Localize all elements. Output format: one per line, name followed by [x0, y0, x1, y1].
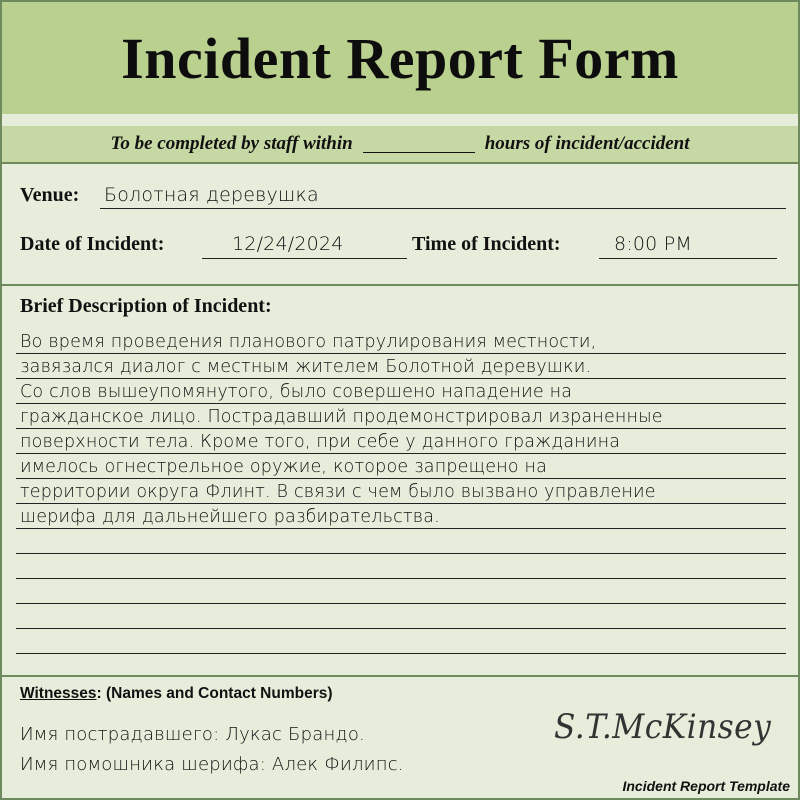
- description-line: завязался диалог с местным жителем Болотной деревушки.: [16, 354, 786, 379]
- witness-line[interactable]: Имя помошника шерифа: Алек Филипс.: [20, 754, 404, 775]
- description-text-area[interactable]: [16, 329, 786, 654]
- description-line: [16, 579, 786, 604]
- witnesses-heading-note: : (Names and Contact Numbers): [96, 685, 333, 702]
- date-underline: [202, 258, 407, 259]
- form-title: Incident Report Form: [121, 25, 679, 91]
- description-line: [16, 629, 786, 654]
- description-line: [16, 529, 786, 554]
- signature: S.T.McKinsey: [554, 707, 772, 747]
- time-underline: [599, 258, 777, 259]
- description-line: территории округа Флинт. В связи с чем было вызвано управление: [16, 479, 786, 504]
- witnesses-heading: [20, 685, 333, 703]
- witness-line[interactable]: Имя пострадавшего: Лукас Брандо.: [20, 724, 365, 745]
- subtitle-band: [2, 126, 798, 164]
- section-divider: [2, 284, 798, 286]
- witnesses-heading-label: Witnesses: [20, 685, 97, 702]
- venue-underline: [100, 208, 786, 209]
- time-label: Time of Incident:: [412, 233, 561, 255]
- description-line: Со слов вышеупомянутого, было совершено нападение на: [16, 379, 786, 404]
- description-line: поверхности тела. Кроме того, при себе у данного гражданина: [16, 429, 786, 454]
- hours-blank-field[interactable]: [363, 135, 475, 153]
- description-line: шерифа для дальнейшего разбирательства.: [16, 504, 786, 529]
- date-value[interactable]: 12/24/2024: [232, 233, 344, 255]
- subtitle-text-before: To be completed by staff within: [110, 133, 353, 154]
- description-line: [16, 604, 786, 629]
- time-value[interactable]: 8:00 PM: [614, 233, 692, 255]
- venue-label: Venue:: [20, 184, 80, 206]
- title-band: [2, 2, 798, 114]
- template-label: Incident Report Template: [622, 778, 790, 794]
- subtitle-text-after: hours of incident/accident: [484, 133, 690, 154]
- date-label: Date of Incident:: [20, 233, 165, 255]
- description-line: Во время проведения планового патрулирования местности,: [16, 329, 786, 354]
- venue-value[interactable]: Болотная деревушка: [104, 184, 319, 206]
- section-divider: [2, 675, 798, 677]
- description-line: имелось огнестрельное оружие, которое запрещено на: [16, 454, 786, 479]
- description-line: гражданское лицо. Пострадавший продемонстрировал израненные: [16, 404, 786, 429]
- description-label: Brief Description of Incident:: [20, 295, 272, 317]
- description-line: [16, 554, 786, 579]
